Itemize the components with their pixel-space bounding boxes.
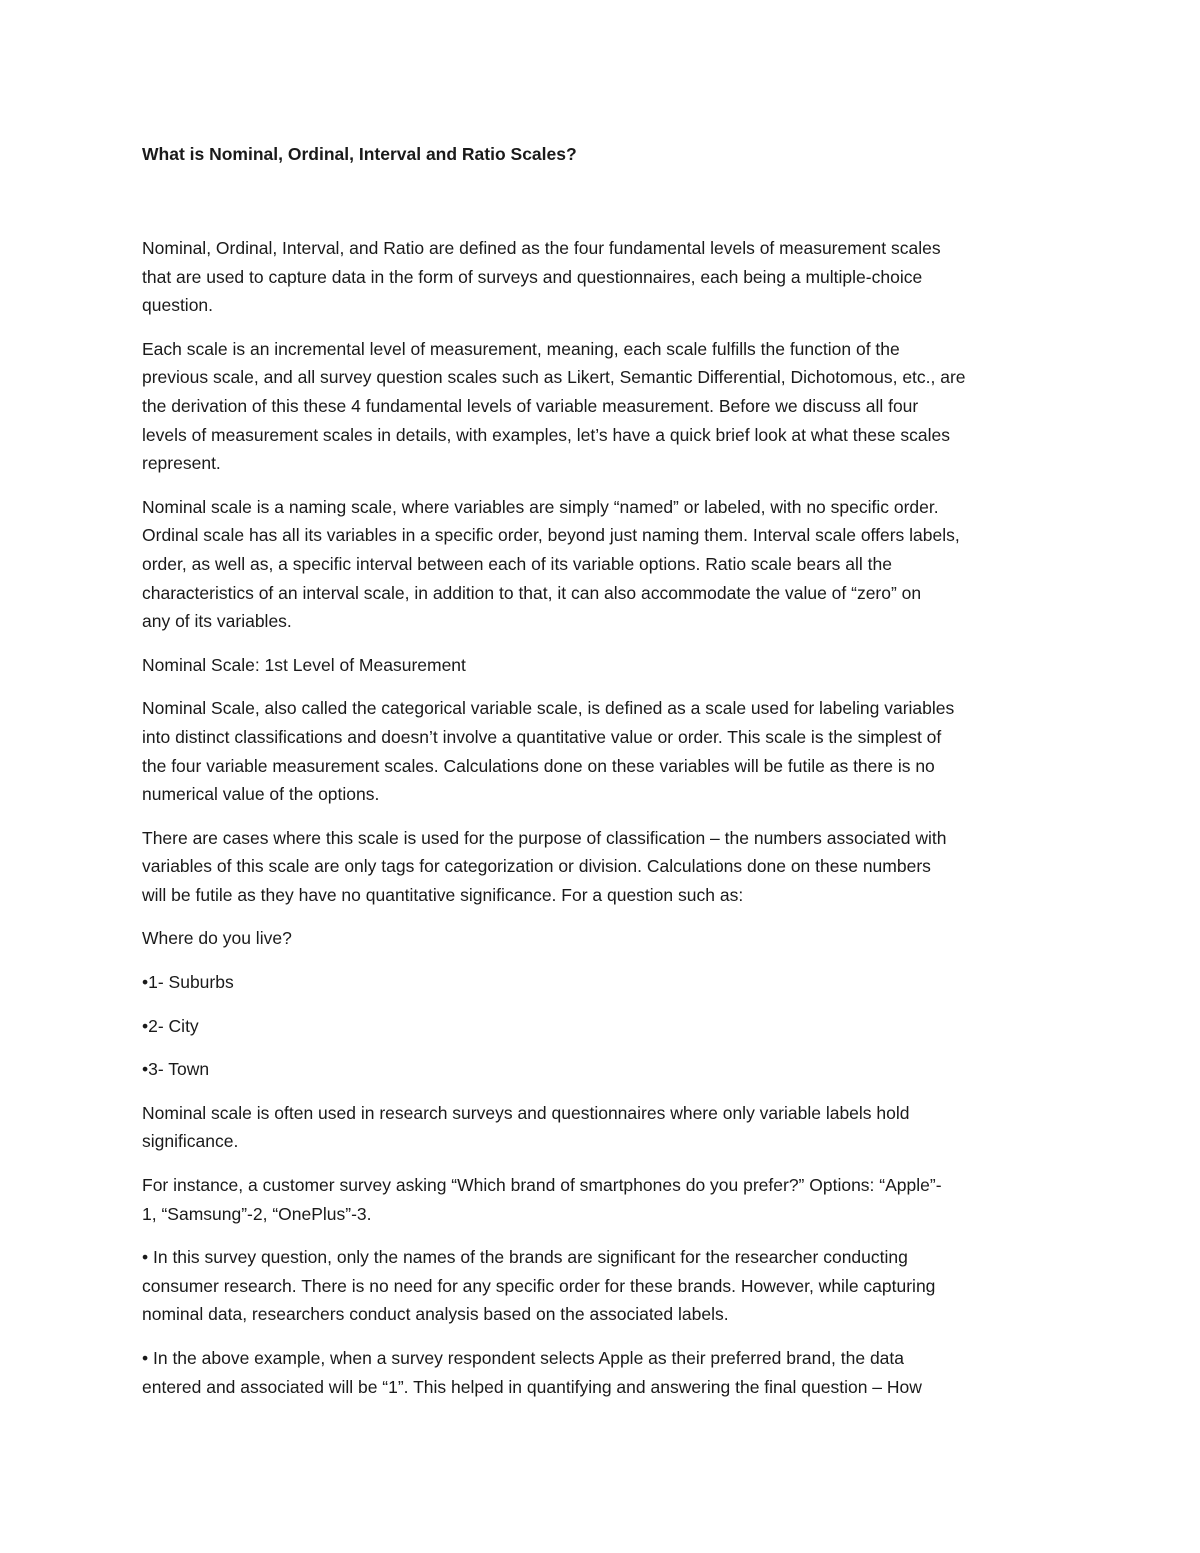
text-line: into distinct classifications and doesn’t involve a quantitative value or order. This scale is the simplest of [142,726,942,747]
text-line: levels of measurement scales in details, with examples, let’s have a quick brief look at what these scales [142,424,950,445]
text-line: that are used to capture data in the form of surveys and questionnaires, each being a multiple-choice [142,266,923,287]
text-line: Nominal, Ordinal, Interval, and Ratio are defined as the four fundamental levels of measurement scales [142,238,941,258]
text-line: any of its variables. [142,611,292,632]
text-line: For instance, a customer survey asking “Which brand of smartphones do you prefer?” Options: “Apple”- [142,1175,942,1196]
text-line: •3- Town [142,1059,210,1080]
text-line: will be futile as they have no quantitative significance. For a question such as: [142,884,744,905]
text-line: significance. [142,1131,239,1152]
paragraph [142,1243,1062,1329]
text-line: Nominal scale is a naming scale, where variables are simply “named” or labeled, with no specific order. [142,496,939,517]
paragraph [142,824,1062,910]
paragraph [142,1171,1062,1228]
paragraph [142,1099,1062,1156]
text-line: 1, “Samsung”-2, “OnePlus”-3. [142,1203,372,1224]
paragraph [142,234,1062,320]
text-line: variables of this scale are only tags for categorization or division. Calculations done on these numbers [142,856,931,877]
paragraph [142,493,1062,636]
text-line: Nominal Scale: 1st Level of Measurement [142,654,466,675]
text-line: nominal data, researchers conduct analysis based on the associated labels. [142,1304,729,1325]
document-body [142,140,1062,1416]
text-line: question. [142,295,214,316]
text-line: order, as well as, a specific interval between each of its variable options. Ratio scale bears all the [142,553,892,574]
paragraph [142,694,1062,808]
paragraph [142,335,1062,478]
text-line: •1- Suburbs [142,972,234,993]
paragraph-list [142,234,1062,1401]
paragraph [142,968,1062,997]
text-line: Nominal Scale, also called the categorical variable scale, is defined as a scale used for labeling variables [142,698,955,719]
document-title: What is Nominal, Ordinal, Interval and Ratio Scales? [142,144,577,164]
text-line: Nominal scale is often used in research surveys and questionnaires where only variable labels hold [142,1102,910,1123]
text-line: numerical value of the options. [142,784,380,805]
paragraph [142,924,1062,953]
text-line: entered and associated will be “1”. This helped in quantifying and answering the final question – How [142,1376,922,1397]
paragraph [142,1055,1062,1084]
text-line: the four variable measurement scales. Calculations done on these variables will be futile as there is no [142,755,935,776]
text-line: characteristics of an interval scale, in addition to that, it can also accommodate the value of “zero” on [142,582,922,603]
paragraph [142,651,1062,680]
text-line: • In this survey question, only the names of the brands are significant for the researcher conducting [142,1247,908,1268]
paragraph [142,1344,1062,1401]
text-line: • In the above example, when a survey respondent selects Apple as their preferred brand, the data [142,1348,905,1368]
paragraph [142,1012,1062,1041]
text-line: previous scale, and all survey question scales such as Likert, Semantic Differential, Dichotomous, etc., are [142,367,966,388]
text-line: There are cases where this scale is used for the purpose of classification – the numbers associated with [142,827,947,848]
text-line: •2- City [142,1015,199,1036]
text-line: represent. [142,453,221,474]
text-line: Where do you live? [142,928,292,949]
text-line: consumer research. There is no need for any specific order for these brands. However, while capturing [142,1275,936,1296]
text-line: Ordinal scale has all its variables in a specific order, beyond just naming them. Interval scale offers labels, [142,525,960,546]
text-line: Each scale is an incremental level of measurement, meaning, each scale fulfills the function of the [142,338,900,359]
text-line: the derivation of this these 4 fundamental levels of variable measurement. Before we discuss all four [142,395,919,416]
